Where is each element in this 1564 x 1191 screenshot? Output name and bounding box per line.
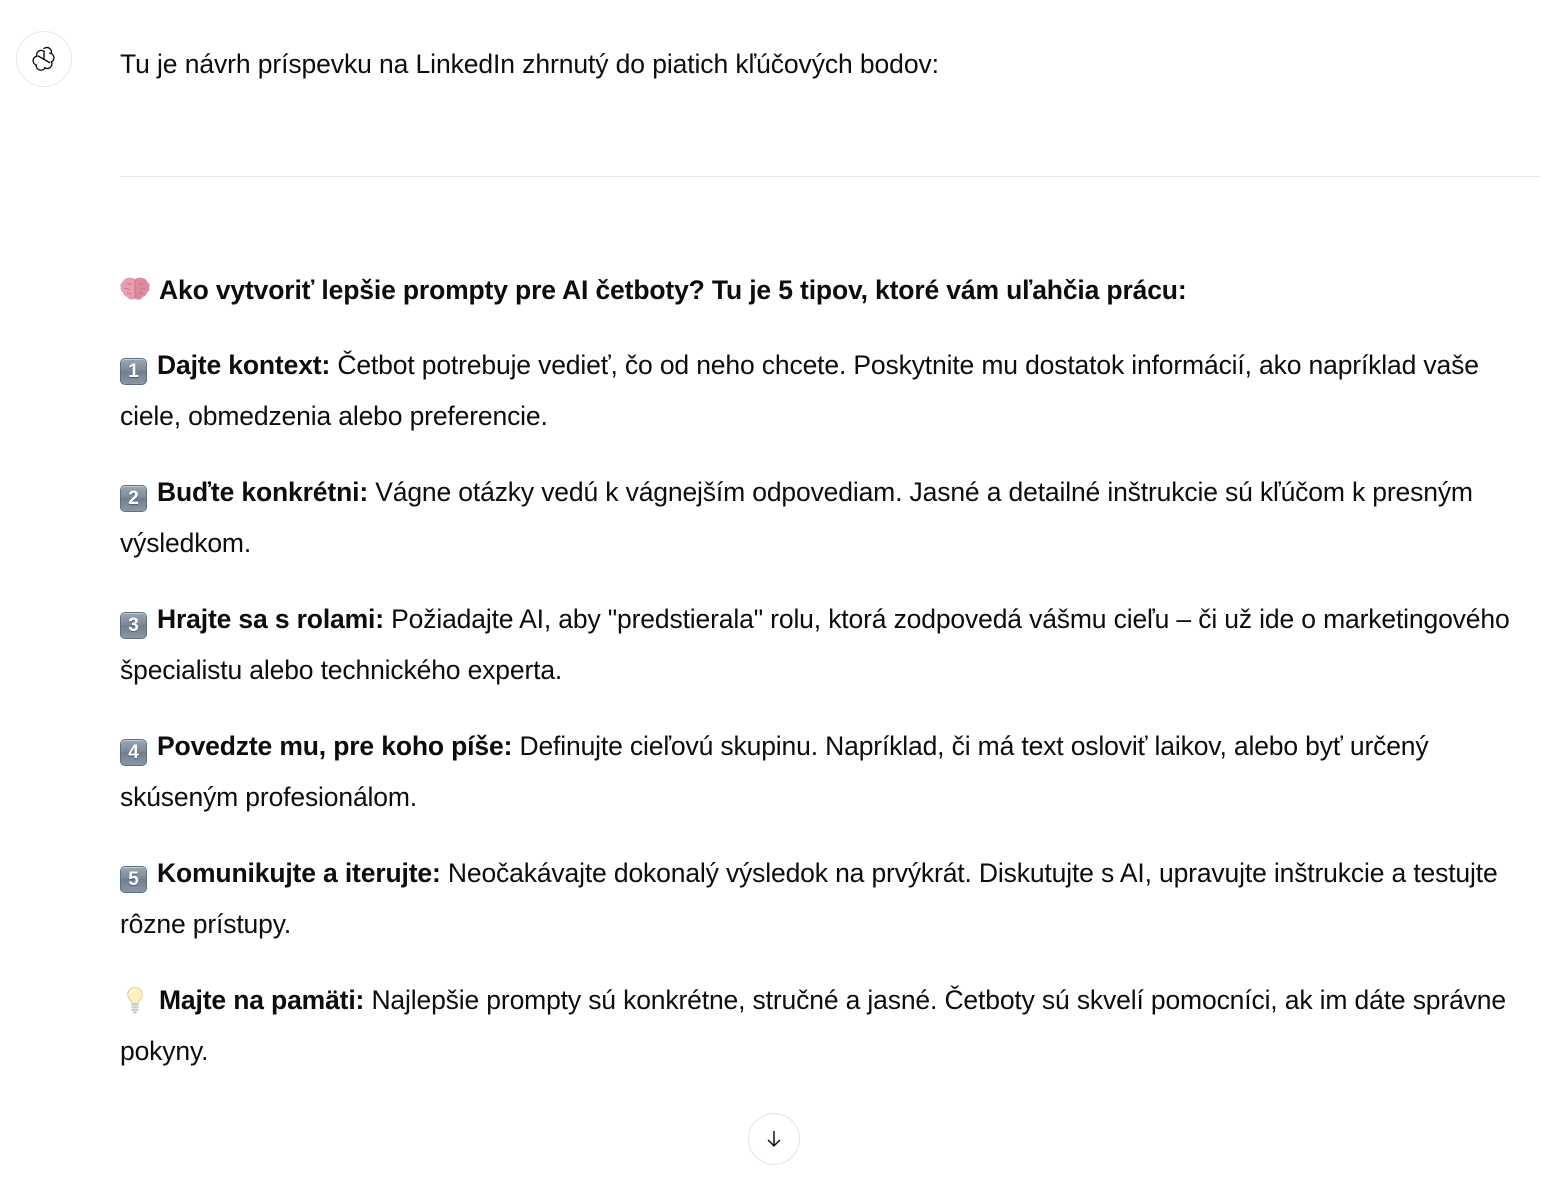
tip-title: Komunikujte a iterujte:: [157, 858, 441, 888]
tip-title: Hrajte sa s rolami:: [157, 604, 384, 634]
tip-title: Buďte konkrétni:: [157, 477, 368, 507]
keycap-one-emoji: 1: [120, 358, 147, 385]
linkedin-post-draft: [120, 177, 1540, 1077]
tip-item: [120, 721, 1530, 823]
tip-text: Vágne otázky vedú k vágnejším odpovediam. Jasné a detailné inštrukcie sú kľúčom k presným výsledkom.: [120, 477, 1473, 558]
tip-item: [120, 340, 1530, 442]
keycap-three-emoji: 3: [120, 612, 147, 639]
intro-paragraph: Tu je návrh príspevku na LinkedIn zhrnutý do piatich kľúčových bodov:: [120, 49, 939, 79]
assistant-message: [120, 0, 1540, 1077]
footer-note-text: Najlepšie prompty sú konkrétne, stručné a jasné. Četboty sú skvelí pomocníci, ak im dáte správne pokyny.: [120, 985, 1506, 1066]
footer-note-title: Majte na pamäti:: [159, 985, 365, 1015]
scroll-to-bottom-button[interactable]: [748, 1113, 800, 1165]
openai-logo-icon: [29, 44, 59, 74]
tip-text: Četbot potrebuje vedieť, čo od neho chcete. Poskytnite mu dostatok informácií, ako napríklad vaše ciele, obmedzenia alebo preferencie.: [120, 350, 1479, 431]
tip-item: [120, 848, 1530, 950]
lightbulb-emoji: [124, 986, 146, 1014]
tip-title: Dajte kontext:: [157, 350, 331, 380]
post-heading: [120, 265, 1530, 316]
tip-item: [120, 467, 1530, 569]
keycap-two-emoji: 2: [120, 485, 147, 512]
tip-text: Požiadajte AI, aby "predstierala" rolu, ktorá zodpovedá vášmu cieľu – či už ide o marketingového špecialistu alebo technického experta.: [120, 604, 1510, 685]
tip-text: Definujte cieľovú skupinu. Napríklad, či má text osloviť laikov, alebo byť určený skúseným profesionálom.: [120, 731, 1429, 812]
tip-title: Povedzte mu, pre koho píše:: [157, 731, 513, 761]
post-heading-text: Ako vytvoriť lepšie prompty pre AI četboty? Tu je 5 tipov, ktoré vám uľahčia prácu:: [159, 275, 1187, 305]
assistant-avatar: [16, 31, 72, 87]
tip-text: Neočakávajte dokonalý výsledok na prvýkrát. Diskutujte s AI, upravujte inštrukcie a testujte rôzne prístupy.: [120, 858, 1498, 939]
tip-item: [120, 594, 1530, 696]
arrow-down-icon: [763, 1128, 785, 1150]
footer-note: [120, 975, 1530, 1077]
brain-emoji: [120, 276, 150, 302]
keycap-four-emoji: 4: [120, 739, 147, 766]
keycap-five-emoji: 5: [120, 866, 147, 893]
